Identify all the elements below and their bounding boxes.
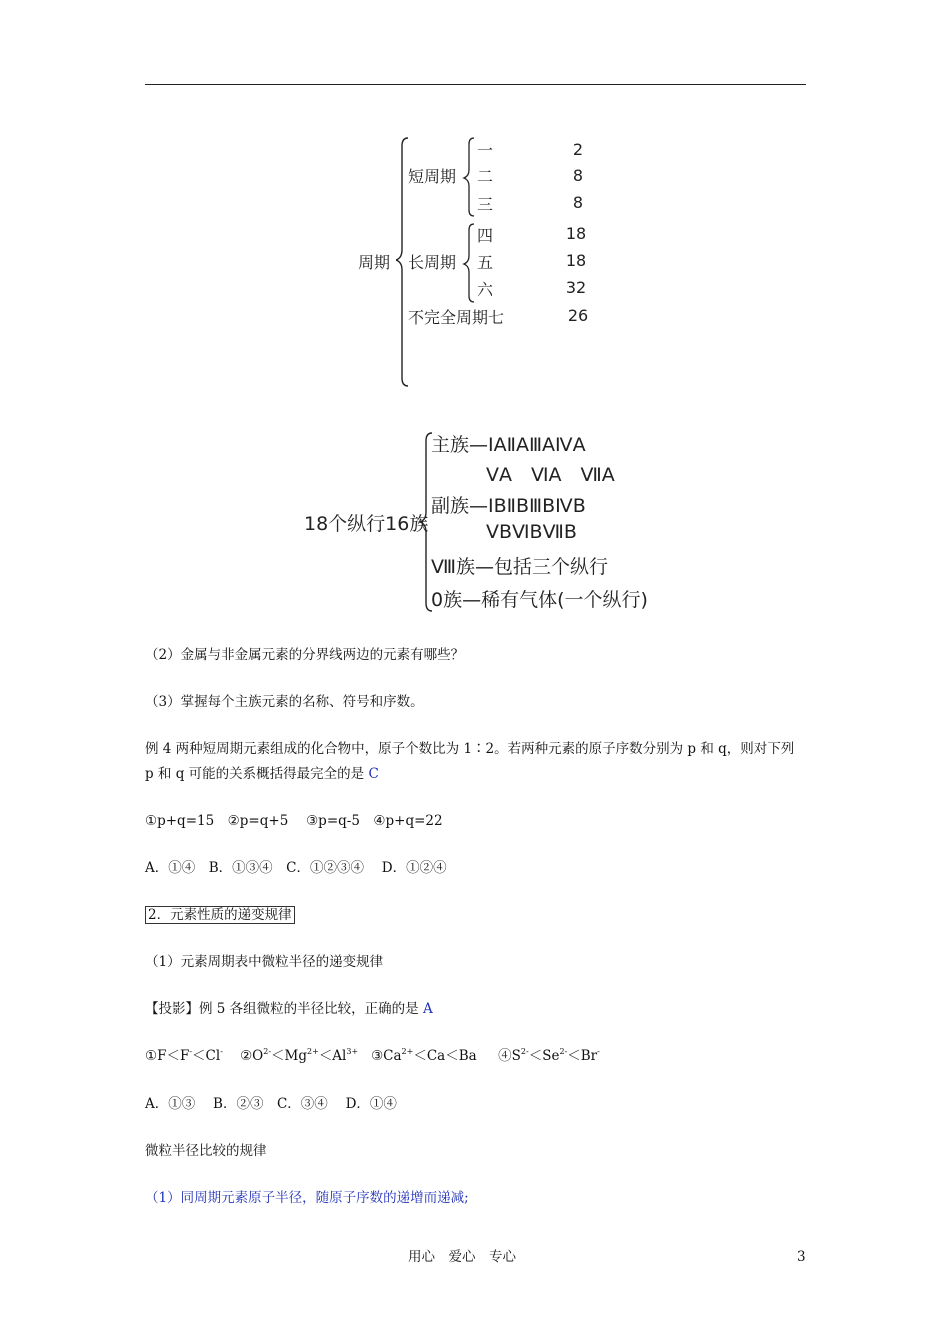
subsection-1: （1）元素周期表中微粒半径的递变规律 (145, 954, 384, 970)
periods-root-label: 周期 (358, 253, 391, 272)
question-3: （3）掌握每个主族元素的名称、符号和序数。 (145, 694, 424, 710)
question-2: （2）金属与非金属元素的分界线两边的元素有哪些？ (145, 647, 465, 663)
rule-1: （1）同周期元素原子半径，随原子序数的递增而递减; (145, 1190, 469, 1206)
example-4-stem: p 和 q 可能的关系概括得最完全的是 (145, 766, 365, 782)
groups-root-label: 18个纵行16族 (304, 513, 429, 535)
main-group-line-1: 主族—ⅠAⅡAⅢAⅣA (431, 434, 586, 456)
section-2-title: 2．元素性质的递变规律 (145, 906, 295, 924)
period-6-name: 六 (477, 280, 494, 299)
period-3-count: 8 (572, 193, 584, 212)
comparison-2: $②O^{2-}<Mg^{2+}<Al^{3+}$ (240, 1047, 359, 1064)
comparison-1: ①F＜F-＜Cl- (145, 1047, 223, 1064)
example-5-stem: 【投影】例 5 各组微粒的半径比较，正确的是 (145, 1001, 419, 1017)
example-4-line-1: 例 4 两种短周期元素组成的化合物中，原子个数比为 1∶2。若两种元素的原子序数分别为 p 和 q，则对下列 (145, 741, 795, 757)
page-number: 3 (797, 1249, 806, 1265)
period-3-name: 三 (477, 195, 494, 214)
example-5-answer: A (422, 1001, 433, 1017)
period-5-name: 五 (477, 253, 494, 272)
period-2-name: 二 (477, 167, 494, 186)
period-4-name: 四 (477, 226, 494, 245)
example-5-stem-line (145, 1000, 433, 1018)
period-2-count: 8 (572, 166, 584, 185)
example-4-options: A．①④ B．①③④ C．①②③④ D．①②④ (145, 860, 447, 876)
period-1-name: 一 (477, 141, 494, 160)
section-2-heading (145, 906, 295, 924)
group-8-line: Ⅷ族—包括三个纵行 (431, 556, 609, 578)
sub-group-line-1: 副族—ⅠBⅡBⅢBⅣB (431, 495, 586, 517)
header-rule (145, 84, 806, 85)
period-4-count: 18 (565, 224, 587, 243)
short-period-label: 短周期 (408, 167, 457, 186)
period-7-count: 26 (567, 306, 589, 325)
comparison-3: $③Ca^{2+}<Ca<Ba$ (371, 1047, 477, 1064)
example-4-line-2 (145, 765, 379, 783)
period-6-count: 32 (565, 278, 587, 297)
footer-motto: 用心 爱心 专心 (408, 1249, 516, 1265)
example-5-comparisons (145, 1047, 600, 1065)
rule-title: 微粒半径比较的规律 (145, 1143, 267, 1159)
example-4-answer: C (368, 766, 379, 782)
example-4-relations: ①p+q=15 ②p=q+5 ③p=q-5 ④p+q=22 (145, 813, 443, 829)
main-group-line-2: ⅤA ⅥA ⅦA (486, 464, 615, 486)
group-0-line: 0族—稀有气体(一个纵行) (431, 589, 648, 611)
period-1-count: 2 (572, 140, 584, 159)
sub-group-line-2: ⅤBⅥBⅦB (486, 521, 577, 543)
long-period-label: 长周期 (408, 253, 457, 272)
period-7-name: 不完全周期七 (408, 308, 505, 327)
example-5-options: A．①③ B．②③ C．③④ D．①④ (145, 1096, 397, 1112)
comparison-4: $④S^{2-}<Se^{2-}<Br^-$ (498, 1047, 600, 1064)
period-5-count: 18 (565, 251, 587, 270)
